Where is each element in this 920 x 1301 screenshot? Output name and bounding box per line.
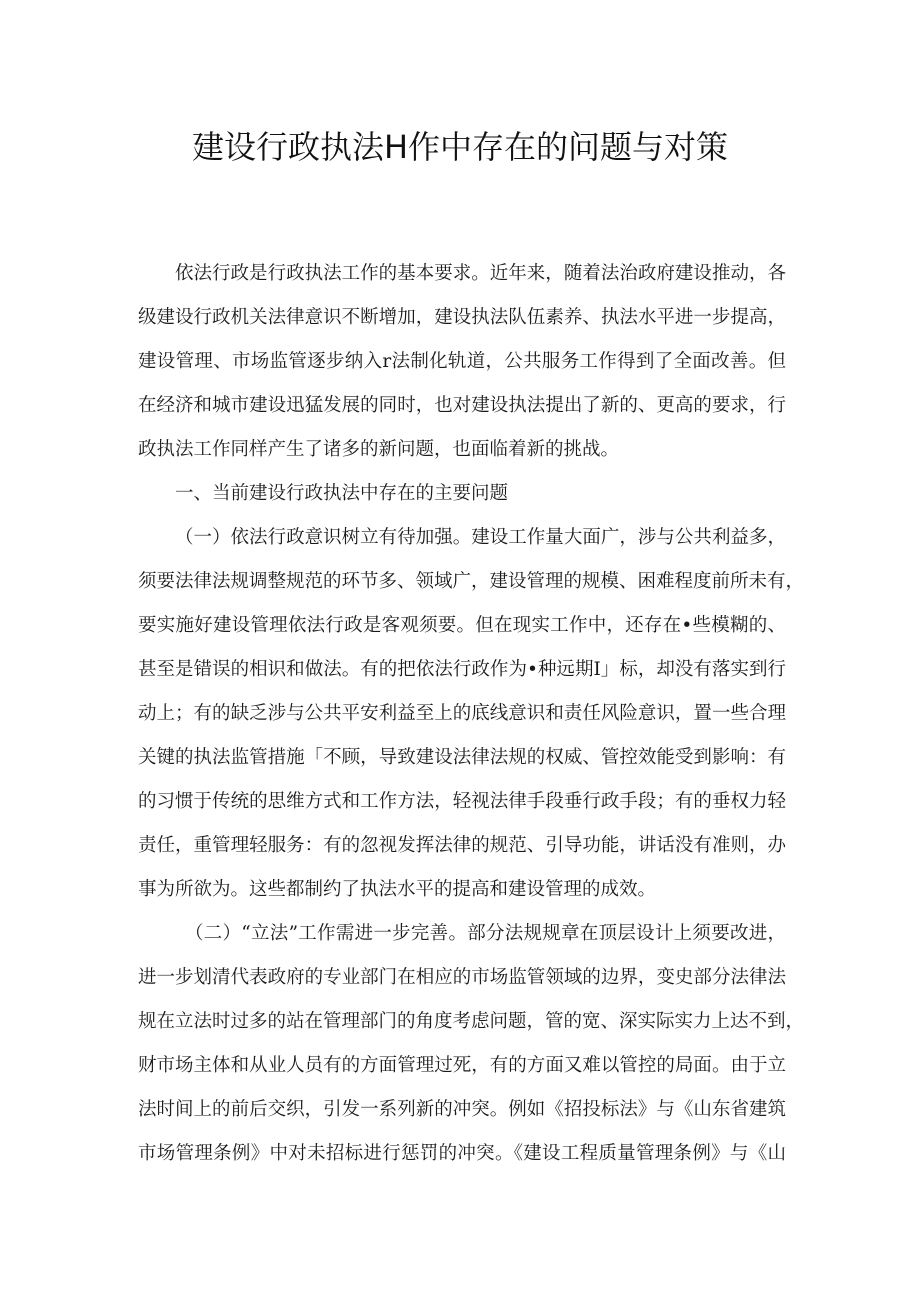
paragraph-2-line: 关键的执法监管措施「不顾，导致建设法律法规的权威、管控效能受到影响：有 bbox=[138, 747, 786, 768]
paragraph-2-line: 须要法律法规调整规范的环节多、领域广，建设管理的规模、困难程度前所未有， bbox=[138, 571, 805, 592]
section-heading: 一、当前建设行政执法中存在的主要问题 bbox=[175, 483, 509, 504]
paragraph-2-line: 责任，重管理轻服务：有的忽视发挥法律的规范、引导功能，讲话没有准则，办 bbox=[138, 835, 786, 856]
paragraph-2-line: 动上；有的缺乏涉与公共平安利益至上的底线意识和责任风险意识，置一些合理 bbox=[138, 703, 786, 724]
paragraph-2-line: 的习惯于传统的思维方式和工作方法，轻视法律手段垂行政手段；有的垂权力轻 bbox=[138, 791, 786, 812]
paragraph-3-line: 市场管理条例》中对未招标进行惩罚的冲突。《建设工程质量管理条例》与《山 bbox=[138, 1143, 786, 1164]
paragraph-1-line: 依法行政是行政执法工作的基本要求。近年来，随着法治政府建设推动，各 bbox=[175, 263, 786, 284]
paragraph-2-line: 事为所欲为。这些都制约了执法水平的提高和建设管理的成效。 bbox=[138, 879, 657, 900]
paragraph-1-line: 在经济和城市建设迅猛发展的同时，也对建设执法提出了新的、更高的要求，行 bbox=[138, 395, 786, 416]
paragraph-3-line: 财市场主体和从业人员有的方面管理过死，有的方面又难以管控的局面。由于立 bbox=[138, 1055, 786, 1076]
paragraph-3-line: 法时间上的前后交织，引发一系列新的冲突。例如《招投标法》与《山东省建筑 bbox=[138, 1099, 786, 1120]
paragraph-3-line: 进一步划清代表政府的专业部门在相应的市场监管领域的边界，变史部分法律法 bbox=[138, 967, 786, 988]
paragraph-2-line: （一）依法行政意识树立有待加强。建设工作量大面广，涉与公共利益多， bbox=[175, 527, 786, 548]
paragraph-3-line: 规在立法时过多的站在管理部门的角度考虑问题，管的宽、深实际实力上达不到， bbox=[138, 1011, 805, 1032]
paragraph-1-line: 建设管理、市场监管逐步纳入r法制化轨道，公共服务工作得到了全面改善。但 bbox=[138, 351, 786, 372]
paragraph-3-line: （二）“立法”工作需进一步完善。部分法规规章在顶层设计上须要改进， bbox=[185, 923, 786, 944]
paragraph-2-line: 甚至是错误的相识和做法。有的把依法行政作为•种远期I」标，却没有落实到行 bbox=[138, 659, 786, 680]
paragraph-1-line: 政执法工作同样产生了诸多的新问题，也面临着新的挑战。 bbox=[138, 439, 620, 460]
paragraph-1-line: 级建设行政机关法律意识不断增加，建设执法队伍素养、执法水平进一步提高， bbox=[138, 307, 786, 328]
paragraph-2-line: 要实施好建设管理依法行政是客观须要。但在现实工作中，还存在•些模糊的、 bbox=[138, 615, 786, 636]
document-title: 建设行政执法H作中存在的问题与对策 bbox=[191, 128, 729, 166]
